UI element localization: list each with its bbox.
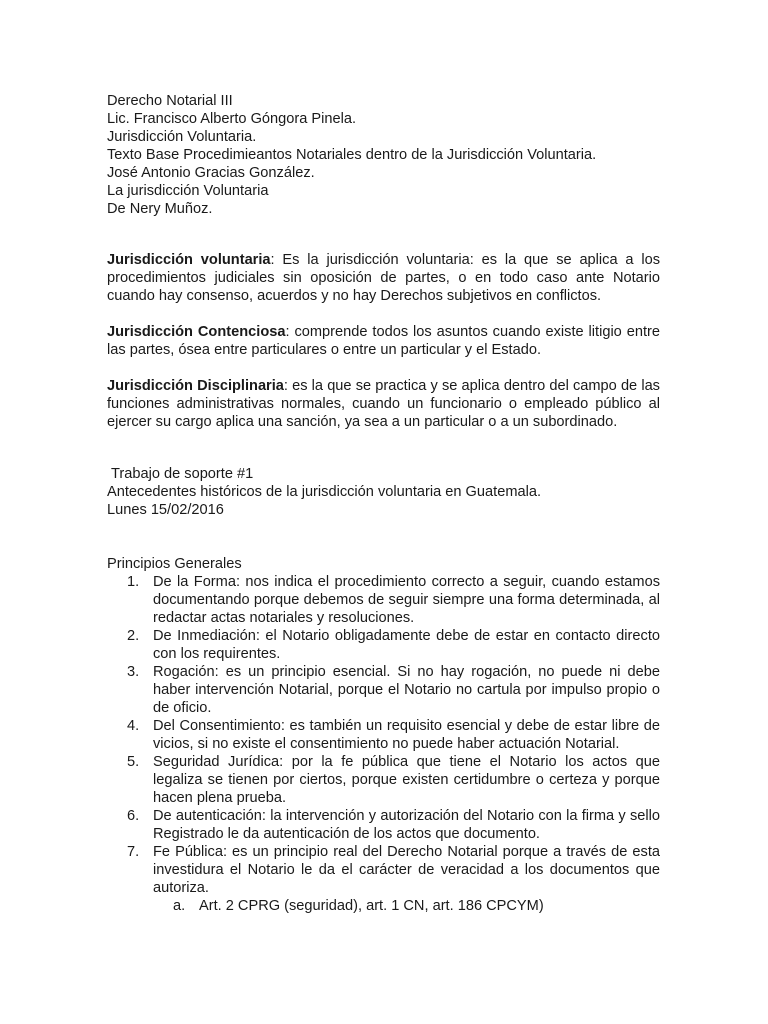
support-title: Trabajo de soporte #1	[111, 466, 254, 482]
header-line-subject: Jurisdicción Voluntaria.	[107, 129, 257, 145]
support-date: Lunes 15/02/2016	[107, 502, 224, 518]
principles-title: Principios Generales	[107, 556, 242, 572]
header-line-course: Derecho Notarial III	[107, 93, 233, 109]
list-item	[107, 573, 660, 627]
definition-voluntaria	[107, 251, 660, 305]
header-line-textbook: Texto Base Procedimieantos Notariales dentro de la Jurisdicción Voluntaria.	[107, 147, 597, 163]
list-item-text: Fe Pública: es un principio real del Derecho Notarial porque a través de esta investidura el Notario le da el carácter de veracidad a los documentos que autoriza.	[153, 844, 660, 896]
definition-text: : comprende todos los asuntos cuando existe litigio entre las partes, ósea entre particulares o entre un particular y el Estado.	[107, 324, 660, 358]
list-item-number: 6.	[127, 808, 140, 824]
header-line-author: De Nery Muñoz.	[107, 201, 213, 217]
support-work-section	[107, 465, 660, 519]
list-item	[107, 627, 660, 663]
list-item-text: Del Consentimiento: es también un requisito esencial y debe de estar libre de vicios, si no existe el consentimiento no puede haber actuación Notarial.	[153, 718, 660, 752]
principles-section	[107, 555, 660, 915]
principles-list	[107, 573, 660, 915]
list-item-number: 7.	[127, 844, 140, 860]
list-item-number: 5.	[127, 754, 140, 770]
sub-list-item-text: Art. 2 CPRG (seguridad), art. 1 CN, art. 186 CPCYM)	[199, 898, 544, 914]
header-line-book-title: La jurisdicción Voluntaria	[107, 183, 269, 199]
definition-text: : Es la jurisdicción voluntaria: es la que se aplica a los procedimientos judiciales sin oposición de partes, o en todo caso ante Notario cuando hay consenso, acuerdos y no hay Derechos subjetivos en conflictos.	[107, 252, 660, 304]
list-item-text: De Inmediación: el Notario obligadamente debe de estar en contacto directo con los requirentes.	[153, 628, 660, 662]
header-line-professor: Lic. Francisco Alberto Góngora Pinela.	[107, 111, 357, 127]
sub-list-item	[153, 897, 660, 915]
document-header	[107, 92, 660, 218]
definition-contenciosa	[107, 323, 660, 359]
list-item	[107, 843, 660, 915]
sub-list	[153, 897, 660, 915]
list-item	[107, 807, 660, 843]
list-item	[107, 663, 660, 717]
list-item-number: 2.	[127, 628, 140, 644]
list-item-number: 3.	[127, 664, 140, 680]
list-item-number: 4.	[127, 718, 140, 734]
list-item-text: De autenticación: la intervención y autorización del Notario con la firma y sello Registrado le da autenticación de los actos que documento.	[153, 808, 660, 842]
list-item-text: De la Forma: nos indica el procedimiento correcto a seguir, cuando estamos documentando porque debemos de seguir siempre una forma determinada, al redactar actas notariales y resoluciones.	[153, 574, 660, 626]
definition-term: Jurisdicción Disciplinaria	[107, 378, 284, 394]
definitions-section	[107, 251, 660, 449]
definition-disciplinaria	[107, 377, 660, 431]
header-line-student: José Antonio Gracias González.	[107, 165, 315, 181]
list-item-text: Rogación: es un principio esencial. Si no hay rogación, no puede ni debe haber intervención Notarial, porque el Notario no cartula por impulso propio o de oficio.	[153, 664, 660, 716]
sub-list-item-letter: a.	[173, 898, 186, 914]
list-item	[107, 753, 660, 807]
support-topic: Antecedentes históricos de la jurisdicción voluntaria en Guatemala.	[107, 484, 542, 500]
list-item-text: Seguridad Jurídica: por la fe pública que tiene el Notario los actos que legaliza se tienen por ciertos, porque existen certidumbre o certeza y porque hacen plena prueba.	[153, 754, 660, 806]
definition-term: Jurisdicción Contenciosa	[107, 324, 286, 340]
definition-term: Jurisdicción voluntaria	[107, 252, 271, 268]
list-item-number: 1.	[127, 574, 140, 590]
definition-text: : es la que se practica y se aplica dentro del campo de las funciones administrativas normales, cuando un funcionario o empleado público al ejercer su cargo aplica una sanción, ya sea a un particular o a un subordinado.	[107, 378, 660, 430]
list-item	[107, 717, 660, 753]
